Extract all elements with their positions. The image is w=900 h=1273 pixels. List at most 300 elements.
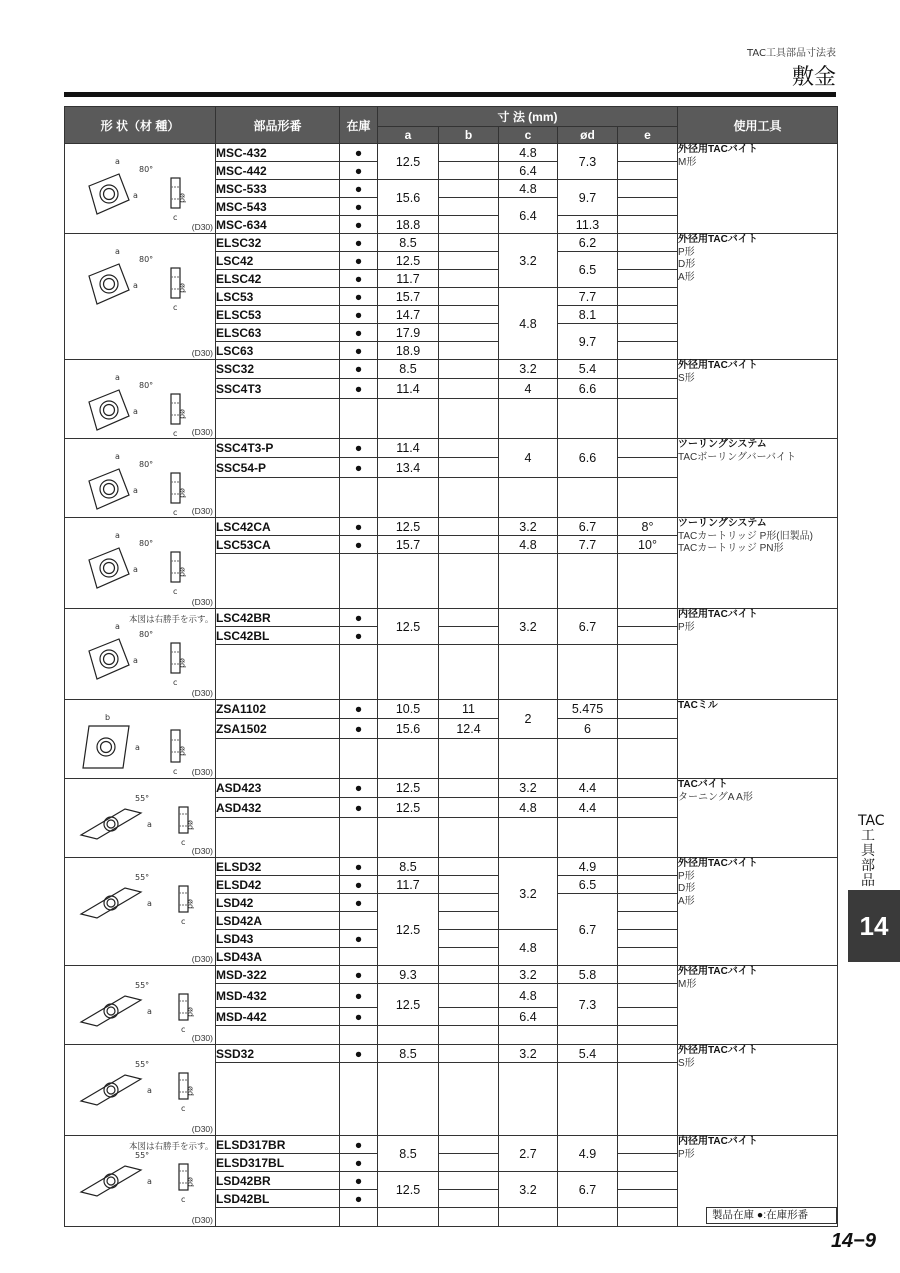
insert-diagram (65, 1045, 215, 1123)
chapter-tab: 14 (848, 890, 900, 962)
svg-text:ød: ød (178, 409, 187, 419)
svg-text:ød: ød (178, 567, 187, 577)
dim-a: 12.5 (378, 779, 439, 798)
shape-diagram (65, 1136, 216, 1227)
empty-cell (340, 645, 378, 700)
part-number: LSC42CA (216, 518, 340, 536)
empty-cell (618, 1063, 678, 1136)
tool-variant: M形 (678, 156, 697, 168)
dim-e (618, 858, 678, 876)
stock-mark: ● (340, 930, 378, 948)
empty-cell (558, 817, 618, 857)
stock-mark: ● (340, 379, 378, 398)
svg-text:c: c (181, 1025, 186, 1034)
dim-a: 12.5 (378, 144, 439, 180)
dim-a: 12.5 (378, 518, 439, 536)
empty-cell (499, 817, 558, 857)
dim-od: 7.3 (558, 144, 618, 180)
stock-mark: ● (340, 439, 378, 458)
empty-cell (378, 1026, 439, 1045)
stock-mark: ● (340, 894, 378, 912)
diagram-code: (D30) (191, 846, 213, 856)
tool-cell (678, 439, 838, 518)
svg-text:a: a (133, 281, 138, 290)
dim-b (439, 779, 499, 798)
part-number: ZSA1102 (216, 700, 340, 719)
svg-text:a: a (147, 1007, 152, 1016)
part-number: MSC-442 (216, 162, 340, 180)
part-number: SSC4T3-P (216, 439, 340, 458)
diagram-code: (D30) (191, 348, 213, 358)
dim-b (439, 342, 499, 360)
tool-name: TACミル (678, 700, 718, 711)
dim-b (439, 1045, 499, 1063)
empty-cell (618, 477, 678, 517)
dim-a: 17.9 (378, 324, 439, 342)
svg-text:ød: ød (186, 1177, 195, 1187)
diagram-note: 本図は右勝手を示す。 (129, 614, 214, 624)
dim-b (439, 198, 499, 216)
dim-od: 6.7 (558, 518, 618, 536)
svg-text:a: a (133, 191, 138, 200)
stock-mark: ● (340, 858, 378, 876)
tool-variant: TACカートリッジ P形(旧製品) (678, 530, 813, 542)
dim-b (439, 966, 499, 984)
diagram-code: (D30) (191, 222, 213, 232)
diagram-code: (D30) (191, 1215, 213, 1225)
empty-cell (439, 1026, 499, 1045)
dim-c: 3.2 (499, 858, 558, 930)
tool-variant: P形 (678, 621, 695, 633)
empty-cell (618, 645, 678, 700)
empty-cell (618, 554, 678, 609)
dim-e (618, 966, 678, 984)
stock-mark: ● (340, 876, 378, 894)
stock-mark: ● (340, 342, 378, 360)
dim-e (618, 719, 678, 738)
stock-mark: ● (340, 798, 378, 817)
svg-text:55°: 55° (135, 981, 150, 990)
svg-text:55°: 55° (135, 794, 150, 803)
dim-a: 9.3 (378, 966, 439, 984)
svg-text:a: a (147, 1177, 152, 1186)
stock-mark: ● (340, 270, 378, 288)
empty-cell (378, 398, 439, 438)
dim-c: 4.8 (499, 536, 558, 554)
dim-b (439, 360, 499, 379)
dim-e (618, 360, 678, 379)
tool-name: ツーリングシステム (678, 518, 767, 529)
dim-e: 10° (618, 536, 678, 554)
tool-cell (678, 609, 838, 700)
dim-a: 8.5 (378, 858, 439, 876)
tool-cell (678, 858, 838, 966)
dim-e (618, 798, 678, 817)
col-header-c: c (499, 127, 558, 144)
table-row (65, 858, 838, 876)
dim-od: 6.7 (558, 1172, 618, 1208)
col-header-dims: 寸 法 (mm) (378, 107, 678, 127)
stock-mark: ● (340, 216, 378, 234)
stock-mark: ● (340, 234, 378, 252)
svg-text:ød: ød (178, 488, 187, 498)
tool-name: TACバイト (678, 779, 728, 790)
dim-od: 5.4 (558, 360, 618, 379)
tool-cell (678, 700, 838, 779)
dim-a: 18.9 (378, 342, 439, 360)
dim-b (439, 1136, 499, 1154)
stock-mark: ● (340, 1045, 378, 1063)
dim-a: 18.8 (378, 216, 439, 234)
empty-cell (499, 554, 558, 609)
svg-text:b: b (105, 713, 111, 722)
svg-text:ød: ød (186, 820, 195, 830)
dim-b (439, 858, 499, 876)
dim-od: 6.7 (558, 894, 618, 966)
dim-e (618, 458, 678, 477)
dim-c: 4.8 (499, 984, 558, 1008)
table-row (65, 439, 838, 458)
dim-a: 15.6 (378, 180, 439, 216)
tool-variant: TACボーリングバーバイト (678, 451, 796, 463)
dim-e (618, 894, 678, 912)
empty-cell (439, 477, 499, 517)
dim-b (439, 252, 499, 270)
dim-b (439, 1154, 499, 1172)
part-number: LSD42A (216, 912, 340, 930)
header-rule (64, 92, 836, 97)
dim-od: 5.475 (558, 700, 618, 719)
dim-b (439, 536, 499, 554)
part-number: ELSC42 (216, 270, 340, 288)
empty-cell (499, 477, 558, 517)
insert-diagram (65, 144, 215, 222)
dim-c: 6.4 (499, 1008, 558, 1026)
svg-text:ød: ød (178, 658, 187, 668)
stock-mark: ● (340, 1190, 378, 1208)
empty-cell (558, 1208, 618, 1227)
part-number: MSD-432 (216, 984, 340, 1008)
part-number: MSD-322 (216, 966, 340, 984)
stock-mark: ● (340, 458, 378, 477)
dim-e (618, 1172, 678, 1190)
dim-e (618, 216, 678, 234)
diagram-code: (D30) (191, 597, 213, 607)
part-number: MSD-442 (216, 1008, 340, 1026)
dim-b (439, 162, 499, 180)
part-number: MSC-543 (216, 198, 340, 216)
tool-name: 内径用TACバイト (678, 609, 758, 620)
svg-text:a: a (147, 899, 152, 908)
dim-e (618, 930, 678, 948)
dim-od: 7.3 (558, 984, 618, 1026)
diagram-code: (D30) (191, 767, 213, 777)
diagram-note: 本図は右勝手を示す。 (129, 1141, 214, 1151)
stock-mark: ● (340, 306, 378, 324)
dim-a: 12.5 (378, 984, 439, 1026)
diagram-code: (D30) (191, 427, 213, 437)
dim-a: 8.5 (378, 1045, 439, 1063)
svg-text:a: a (115, 247, 120, 256)
part-number: LSD42 (216, 894, 340, 912)
dim-c: 6.4 (499, 162, 558, 180)
empty-cell (558, 645, 618, 700)
dim-od: 5.4 (558, 1045, 618, 1063)
dim-e (618, 912, 678, 930)
empty-cell (558, 477, 618, 517)
empty-cell (558, 738, 618, 778)
col-header-tool: 使用工具 (678, 107, 838, 144)
dim-b (439, 912, 499, 930)
page-title: 敷金 (791, 65, 836, 90)
svg-text:ød: ød (178, 283, 187, 293)
shape-diagram (65, 234, 216, 360)
dim-e (618, 984, 678, 1008)
shape-diagram (65, 1045, 216, 1136)
empty-cell (499, 398, 558, 438)
part-number: LSD43 (216, 930, 340, 948)
stock-mark: ● (340, 252, 378, 270)
diagram-code: (D30) (191, 954, 213, 964)
dim-a: 12.5 (378, 798, 439, 817)
svg-text:a: a (115, 622, 120, 631)
part-number: ELSD32 (216, 858, 340, 876)
part-number: ELSD42 (216, 876, 340, 894)
table-row (65, 779, 838, 798)
diagram-code: (D30) (191, 1124, 213, 1134)
empty-cell (216, 477, 340, 517)
dim-b (439, 876, 499, 894)
empty-cell (216, 1026, 340, 1045)
dim-e (618, 324, 678, 342)
dim-c: 4 (499, 439, 558, 478)
empty-cell (216, 1208, 340, 1227)
dim-b (439, 1190, 499, 1208)
dim-c: 3.2 (499, 234, 558, 288)
dim-a: 15.6 (378, 719, 439, 738)
shape-diagram (65, 360, 216, 439)
tool-variant: S形 (678, 372, 695, 384)
part-number: LSC42BR (216, 609, 340, 627)
stock-mark: ● (340, 1154, 378, 1172)
dim-c: 3.2 (499, 1172, 558, 1208)
shape-diagram (65, 144, 216, 234)
tool-cell (678, 779, 838, 858)
tool-cell (678, 966, 838, 1045)
svg-text:ød: ød (186, 899, 195, 909)
dim-od: 9.7 (558, 324, 618, 360)
svg-text:80°: 80° (139, 460, 154, 469)
dim-b (439, 180, 499, 198)
svg-text:c: c (181, 838, 186, 847)
shape-diagram (65, 439, 216, 518)
tool-variant: P形 (678, 870, 695, 882)
part-number: SSC4T3 (216, 379, 340, 398)
tool-variant: TACカートリッジ PN形 (678, 543, 784, 554)
dim-b (439, 948, 499, 966)
part-number: MSC-533 (216, 180, 340, 198)
stock-mark: ● (340, 198, 378, 216)
dim-a: 11.7 (378, 270, 439, 288)
dim-b (439, 984, 499, 1008)
table-row (65, 609, 838, 627)
svg-text:80°: 80° (139, 255, 154, 264)
empty-cell (439, 1208, 499, 1227)
shape-diagram (65, 700, 216, 779)
dim-c: 4.8 (499, 288, 558, 360)
tool-name: 外径用TACバイト (678, 360, 758, 371)
part-number: LSD43A (216, 948, 340, 966)
svg-text:c: c (173, 429, 178, 438)
part-number: ELSD317BL (216, 1154, 340, 1172)
dim-c: 2.7 (499, 1136, 558, 1172)
empty-cell (558, 554, 618, 609)
empty-cell (340, 738, 378, 778)
dim-od: 9.7 (558, 180, 618, 216)
dim-a: 11.7 (378, 876, 439, 894)
dim-a: 15.7 (378, 288, 439, 306)
dim-b (439, 1008, 499, 1026)
dim-a: 15.7 (378, 536, 439, 554)
part-number: MSC-634 (216, 216, 340, 234)
dim-b (439, 609, 499, 627)
stock-mark: ● (340, 984, 378, 1008)
col-header-b: b (439, 127, 499, 144)
part-number: ELSC32 (216, 234, 340, 252)
stock-mark: ● (340, 1008, 378, 1026)
tool-name: 外径用TACバイト (678, 966, 758, 977)
svg-text:80°: 80° (139, 630, 154, 639)
col-header-a: a (378, 127, 439, 144)
dim-od: 4.9 (558, 858, 618, 876)
part-number: ASD432 (216, 798, 340, 817)
svg-text:c: c (181, 1104, 186, 1113)
part-number: LSC42 (216, 252, 340, 270)
dim-e (618, 1154, 678, 1172)
dim-b (439, 270, 499, 288)
dim-a: 14.7 (378, 306, 439, 324)
tool-variant: A形 (678, 271, 695, 283)
empty-cell (439, 554, 499, 609)
table-row (65, 1045, 838, 1063)
empty-cell (340, 554, 378, 609)
dim-e (618, 342, 678, 360)
dim-c: 3.2 (499, 966, 558, 984)
dim-od: 4.9 (558, 1136, 618, 1172)
tool-name: 外径用TACバイト (678, 1045, 758, 1056)
shape-diagram (65, 518, 216, 609)
tool-cell (678, 360, 838, 439)
dim-a: 11.4 (378, 439, 439, 458)
stock-mark: ● (340, 779, 378, 798)
tool-variant: D形 (678, 883, 696, 894)
dim-b (439, 288, 499, 306)
dim-e (618, 700, 678, 719)
svg-text:a: a (115, 157, 120, 166)
part-number: ELSD317BR (216, 1136, 340, 1154)
col-header-od: ød (558, 127, 618, 144)
svg-text:ød: ød (178, 746, 187, 756)
dim-e (618, 288, 678, 306)
empty-cell (340, 1026, 378, 1045)
empty-cell (618, 1026, 678, 1045)
dim-b (439, 798, 499, 817)
dim-od: 4.4 (558, 798, 618, 817)
table-row (65, 966, 838, 984)
dim-e (618, 306, 678, 324)
dim-e (618, 379, 678, 398)
table-row (65, 144, 838, 162)
svg-text:a: a (133, 565, 138, 574)
dim-od: 11.3 (558, 216, 618, 234)
dim-b (439, 439, 499, 458)
empty-cell (378, 477, 439, 517)
dim-b (439, 1172, 499, 1190)
dim-od: 6.2 (558, 234, 618, 252)
svg-text:c: c (173, 303, 178, 312)
dim-c: 2 (499, 700, 558, 739)
empty-cell (216, 738, 340, 778)
tool-variant: M形 (678, 978, 697, 990)
stock-mark: ● (340, 324, 378, 342)
part-number: ZSA1502 (216, 719, 340, 738)
empty-cell (439, 738, 499, 778)
stock-mark (340, 948, 378, 966)
diagram-code: (D30) (191, 1033, 213, 1043)
dim-c: 6.4 (499, 198, 558, 234)
svg-text:80°: 80° (139, 539, 154, 548)
dim-od: 6.5 (558, 876, 618, 894)
empty-cell (439, 817, 499, 857)
svg-text:c: c (173, 213, 178, 222)
dim-a: 12.5 (378, 609, 439, 645)
stock-mark (340, 912, 378, 930)
stock-mark: ● (340, 180, 378, 198)
part-number: SSC54-P (216, 458, 340, 477)
svg-text:ød: ød (186, 1086, 195, 1096)
empty-cell (378, 554, 439, 609)
svg-text:a: a (133, 486, 138, 495)
empty-cell (340, 1063, 378, 1136)
empty-cell (340, 477, 378, 517)
dim-od: 6.6 (558, 439, 618, 478)
svg-text:80°: 80° (139, 381, 154, 390)
dim-c: 3.2 (499, 360, 558, 379)
part-number: SSD32 (216, 1045, 340, 1063)
dim-e (618, 609, 678, 627)
part-number: SSC32 (216, 360, 340, 379)
col-header-stock: 在庫 (340, 107, 378, 144)
empty-cell (618, 398, 678, 438)
header-subtitle: TAC工具部品寸法表 (747, 48, 836, 59)
tool-name: 外径用TACバイト (678, 234, 758, 245)
dim-a: 12.5 (378, 894, 439, 966)
dim-e (618, 144, 678, 162)
stock-mark: ● (340, 518, 378, 536)
empty-cell (340, 817, 378, 857)
dim-e (618, 876, 678, 894)
dim-e (618, 1136, 678, 1154)
svg-text:80°: 80° (139, 165, 154, 174)
dim-a: 12.5 (378, 1172, 439, 1208)
diagram-code: (D30) (191, 506, 213, 516)
stock-mark: ● (340, 288, 378, 306)
dim-od: 6.7 (558, 609, 618, 645)
empty-cell (499, 1208, 558, 1227)
stock-mark: ● (340, 1136, 378, 1154)
dim-e (618, 1008, 678, 1026)
svg-text:c: c (173, 587, 178, 596)
